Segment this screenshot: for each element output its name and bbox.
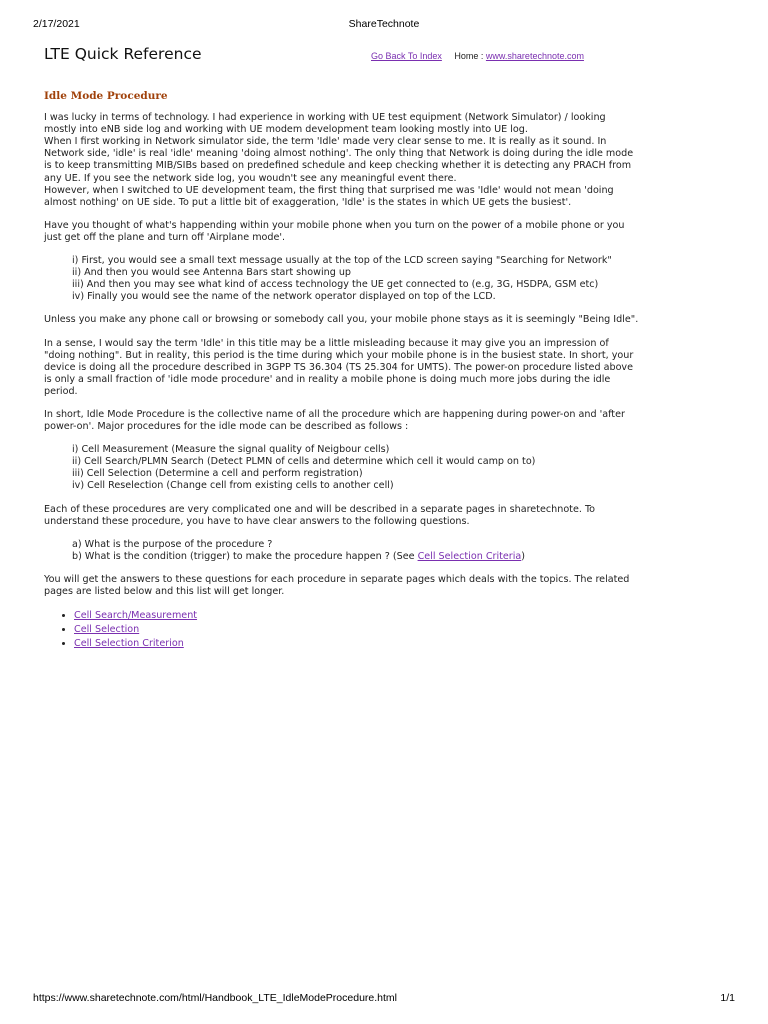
cell-selection-link[interactable]: Cell Selection bbox=[74, 624, 140, 636]
article-content bbox=[44, 90, 640, 651]
list-item bbox=[74, 623, 640, 637]
question-b bbox=[72, 551, 525, 562]
page-title: LTE Quick Reference bbox=[44, 45, 202, 63]
question-a: a) What is the purpose of the procedure ? bbox=[72, 538, 273, 550]
procedure-item: iii) Cell Selection (Determine a cell and perform registration) bbox=[72, 468, 363, 480]
phone-steps-list bbox=[72, 255, 640, 303]
section-title: Idle Mode Procedure bbox=[44, 90, 168, 102]
home-label: Home : bbox=[454, 51, 484, 61]
print-site-title: ShareTechnote bbox=[348, 18, 420, 30]
phone-paragraph: Have you thought of what's happending within your mobile phone when you turn on the power of a mobile phone or you just get off the plane and turn off 'Airplane mode'. bbox=[44, 219, 625, 243]
top-nav bbox=[371, 51, 584, 61]
go-back-to-index-link[interactable]: Go Back To Index bbox=[371, 51, 442, 61]
procedures-list bbox=[72, 444, 640, 492]
phone-step: iv) Finally you would see the name of the network operator displayed on top of the LCD. bbox=[72, 291, 496, 303]
intro-line: When I first working in Network simulator side, the term 'Idle' made very clear sense to me. It is really as it sound. In Network side, 'idle' is real 'idle' meaning 'doing almost nothing'. The only thing that Network is doing during the idle mode is to keep transmitting MIB/SIBs based on predefined schedule and keep checking whether it is detecting any PRACH from any UE. If you see the network side log, you woudn't see any meaningful event there. bbox=[44, 136, 634, 184]
question-b-text: b) What is the condition (trigger) to make the procedure happen ? (See bbox=[72, 550, 418, 562]
intro-paragraph bbox=[44, 112, 640, 209]
answers-paragraph: You will get the answers to these questions for each procedure in separate pages which deals with the topics. The related pages are listed below and this list will get longer. bbox=[44, 573, 630, 597]
print-url: https://www.sharetechnote.com/html/Handbook_LTE_IdleModeProcedure.html bbox=[33, 992, 397, 1004]
cell-search-measurement-link[interactable]: Cell Search/Measurement bbox=[74, 610, 198, 622]
list-item bbox=[74, 609, 640, 623]
unless-paragraph: Unless you make any phone call or browsing or somebody call you, your mobile phone stays as it is seemingly "Being Idle". bbox=[44, 314, 639, 326]
print-header bbox=[33, 18, 735, 32]
each-procedure-paragraph: Each of these procedures are very complicated one and will be described in a separate pages in sharetechnote. To understand these procedure, you have to have clear answers to the following questions. bbox=[44, 503, 596, 527]
home-link[interactable]: www.sharetechnote.com bbox=[485, 51, 584, 61]
phone-step: ii) And then you would see Antenna Bars start showing up bbox=[72, 267, 352, 279]
sense-paragraph: In a sense, I would say the term 'Idle' in this title may be a little misleading because it may give you an impression of "doing nothing". But in reality, this period is the time during which your mobile phone is in the busiest state. In short, your device is doing all the procedure described in 3GPP TS 36.304 (TS 25.304 for UMTS). The power-on procedure listed above is only a small fraction of 'idle mode procedure' and in reality a mobile phone is doing much more jobs during the idle period. bbox=[44, 337, 634, 397]
list-item bbox=[74, 637, 640, 651]
print-footer bbox=[33, 992, 735, 1006]
procedure-item: i) Cell Measurement (Measure the signal quality of Neigbour cells) bbox=[72, 444, 390, 456]
procedure-item: ii) Cell Search/PLMN Search (Detect PLMN of cells and determine which cell it would camp on to) bbox=[72, 456, 536, 468]
cell-selection-criteria-link[interactable]: Cell Selection Criteria bbox=[417, 550, 522, 562]
print-page-number: 1/1 bbox=[720, 992, 735, 1004]
phone-step: i) First, you would see a small text message usually at the top of the LCD screen saying "Searching for Network" bbox=[72, 255, 612, 267]
intro-line: However, when I switched to UE development team, the first thing that surprised me was 'Idle' would not mean 'doing almost nothing' on UE side. To put a little bit of exaggeration, 'Idle' is the states in which UE gets the busiest'. bbox=[44, 184, 614, 208]
in-short-paragraph: In short, Idle Mode Procedure is the collective name of all the procedure which are happening during power-on and 'after power-on'. Major procedures for the idle mode can be described as follows : bbox=[44, 408, 625, 433]
question-b-suffix: ) bbox=[521, 550, 526, 562]
phone-step: iii) And then you may see what kind of access technology the UE get connected to (e.g, 3G, HSDPA, GSM etc) bbox=[72, 279, 599, 291]
intro-line: I was lucky in terms of technology. I had experience in working with UE test equipment (Network Simulator) / looking mostly into eNB side log and working with UE modem development team looking mostly into UE log. bbox=[44, 112, 606, 136]
related-pages-list bbox=[44, 609, 640, 651]
procedure-item: iv) Cell Reselection (Change cell from existing cells to another cell) bbox=[72, 480, 394, 492]
cell-selection-criterion-link[interactable]: Cell Selection Criterion bbox=[74, 638, 184, 650]
top-bar bbox=[44, 45, 708, 67]
questions-list bbox=[72, 539, 640, 563]
print-date: 2/17/2021 bbox=[33, 18, 80, 30]
